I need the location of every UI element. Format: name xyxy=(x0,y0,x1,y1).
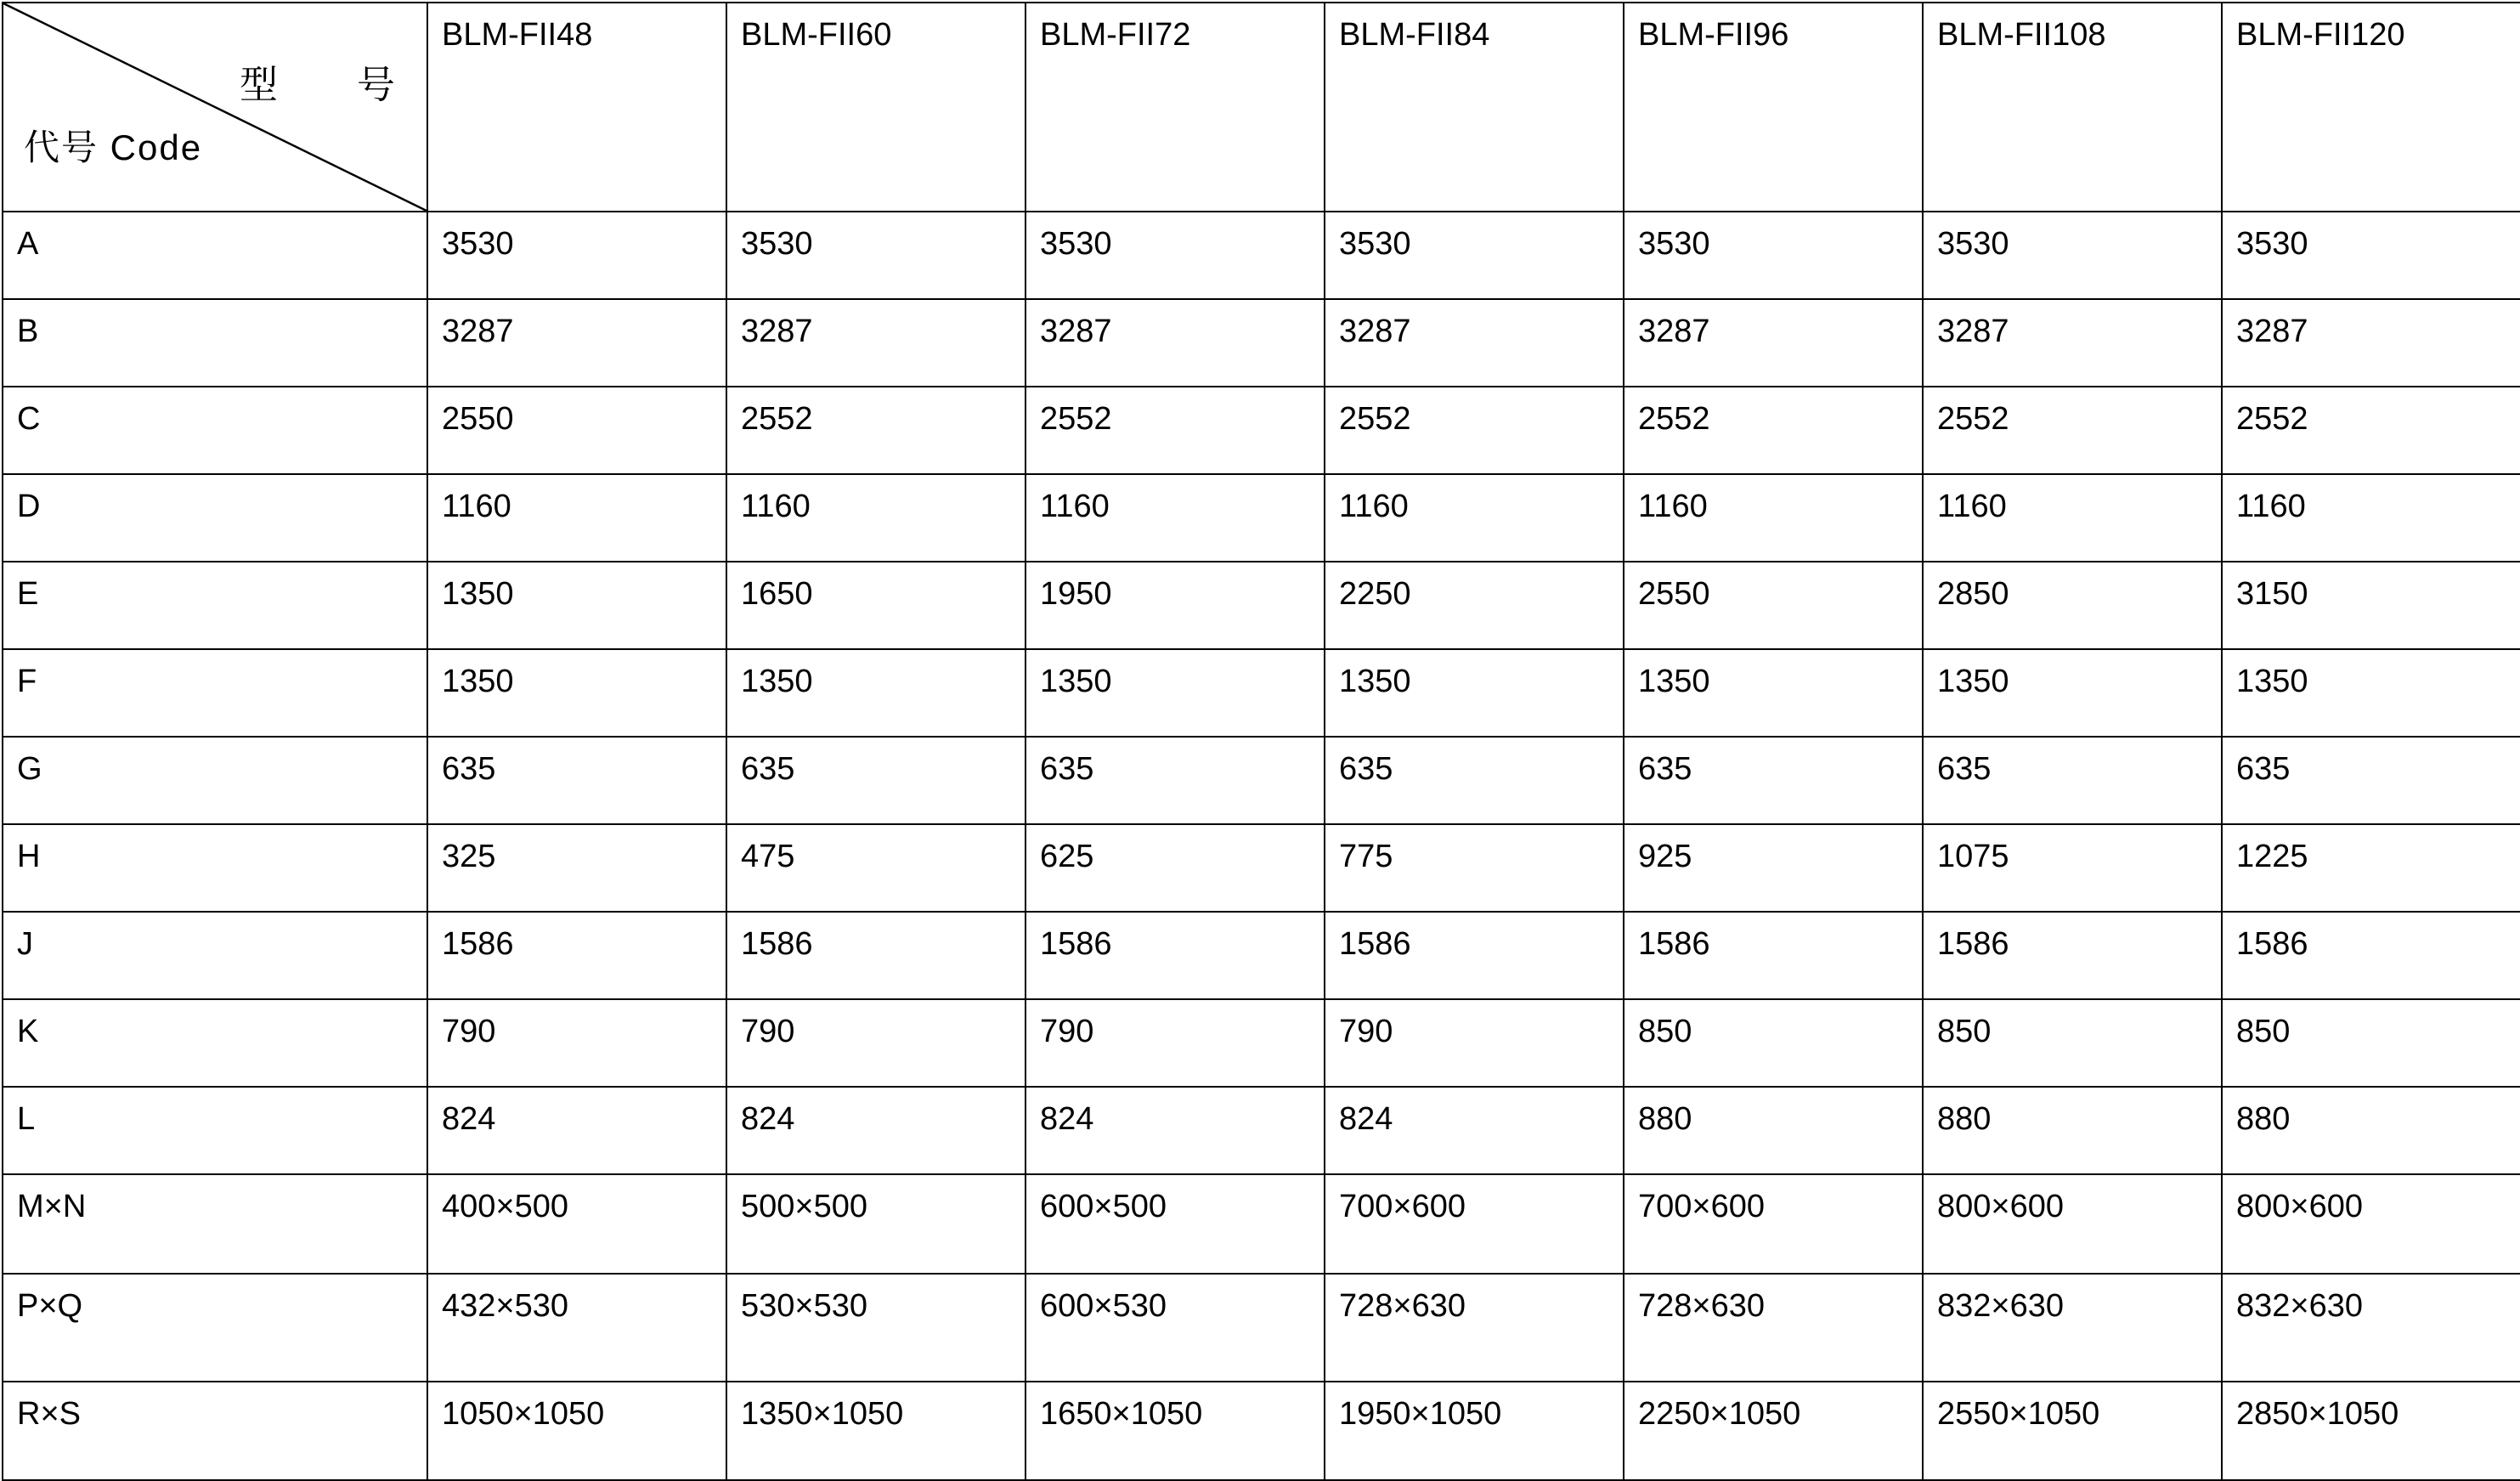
table-cell: 3530 xyxy=(726,212,1026,299)
row-code: A xyxy=(3,212,427,299)
column-header: BLM-FII120 xyxy=(2222,3,2520,212)
column-header: BLM-FII84 xyxy=(1325,3,1624,212)
table-cell: 1586 xyxy=(2222,912,2520,999)
table-cell: 1350 xyxy=(2222,649,2520,737)
table-cell: 635 xyxy=(1923,737,2222,824)
table-cell: 600×530 xyxy=(1026,1274,1325,1382)
table-cell: 1950×1050 xyxy=(1325,1382,1624,1480)
table-cell: 850 xyxy=(1624,999,1923,1087)
table-cell: 1586 xyxy=(1624,912,1923,999)
row-code: R×S xyxy=(3,1382,427,1480)
table-cell: 600×500 xyxy=(1026,1174,1325,1274)
table-cell: 1160 xyxy=(1923,474,2222,562)
table-cell: 3287 xyxy=(1923,299,2222,387)
table-cell: 1350 xyxy=(427,562,726,649)
table-cell: 2550 xyxy=(1624,562,1923,649)
table-cell: 1950 xyxy=(1026,562,1325,649)
table-cell: 1350×1050 xyxy=(726,1382,1026,1480)
table-cell: 1350 xyxy=(1923,649,2222,737)
table-cell: 1050×1050 xyxy=(427,1382,726,1480)
table-cell: 790 xyxy=(1026,999,1325,1087)
table-row xyxy=(3,824,2520,912)
table-cell: 824 xyxy=(1325,1087,1624,1174)
table-row xyxy=(3,1087,2520,1174)
row-code: L xyxy=(3,1087,427,1174)
table-cell: 1350 xyxy=(1026,649,1325,737)
table-cell: 475 xyxy=(726,824,1026,912)
row-code: K xyxy=(3,999,427,1087)
table-cell: 635 xyxy=(1624,737,1923,824)
table-cell: 775 xyxy=(1325,824,1624,912)
table-cell: 2552 xyxy=(1624,387,1923,474)
table-cell: 700×600 xyxy=(1624,1174,1923,1274)
table-cell: 824 xyxy=(427,1087,726,1174)
table-row xyxy=(3,474,2520,562)
table-row xyxy=(3,999,2520,1087)
row-code: P×Q xyxy=(3,1274,427,1382)
table-cell: 2552 xyxy=(1325,387,1624,474)
table-cell: 400×500 xyxy=(427,1174,726,1274)
row-code: F xyxy=(3,649,427,737)
table-cell: 3530 xyxy=(1923,212,2222,299)
table-cell: 1586 xyxy=(427,912,726,999)
table-cell: 2250 xyxy=(1325,562,1624,649)
column-header: BLM-FII108 xyxy=(1923,3,2222,212)
table-cell: 1586 xyxy=(1923,912,2222,999)
table-row xyxy=(3,912,2520,999)
table-cell: 635 xyxy=(1026,737,1325,824)
table-cell: 3530 xyxy=(2222,212,2520,299)
table-cell: 3530 xyxy=(1325,212,1624,299)
table-cell: 3287 xyxy=(1026,299,1325,387)
table-cell: 635 xyxy=(1325,737,1624,824)
table-cell: 2850 xyxy=(1923,562,2222,649)
table-cell: 790 xyxy=(427,999,726,1087)
corner-model-label: 型 号 xyxy=(240,63,416,106)
row-code: B xyxy=(3,299,427,387)
table-cell: 635 xyxy=(427,737,726,824)
table-row xyxy=(3,737,2520,824)
table-cell: 1160 xyxy=(1026,474,1325,562)
table-cell: 1650×1050 xyxy=(1026,1382,1325,1480)
table-cell: 3287 xyxy=(1325,299,1624,387)
table-cell: 1160 xyxy=(726,474,1026,562)
table-cell: 1160 xyxy=(2222,474,2520,562)
table-row xyxy=(3,212,2520,299)
table-cell: 3530 xyxy=(1624,212,1923,299)
table-cell: 832×630 xyxy=(2222,1274,2520,1382)
table-cell: 2850×1050 xyxy=(2222,1382,2520,1480)
table-cell: 925 xyxy=(1624,824,1923,912)
column-header: BLM-FII72 xyxy=(1026,3,1325,212)
diagonal-divider xyxy=(3,3,427,211)
table-cell: 1350 xyxy=(427,649,726,737)
corner-header-cell xyxy=(3,3,427,212)
table-cell: 880 xyxy=(1923,1087,2222,1174)
table-row xyxy=(3,1274,2520,1382)
table-cell: 728×630 xyxy=(1325,1274,1624,1382)
column-header: BLM-FII60 xyxy=(726,3,1026,212)
dimension-table xyxy=(2,2,2520,1481)
table-cell: 3530 xyxy=(1026,212,1325,299)
table-cell: 824 xyxy=(1026,1087,1325,1174)
table-cell: 3530 xyxy=(427,212,726,299)
table-cell: 1586 xyxy=(726,912,1026,999)
table-cell: 635 xyxy=(2222,737,2520,824)
table-cell: 3150 xyxy=(2222,562,2520,649)
column-header: BLM-FII48 xyxy=(427,3,726,212)
table-row xyxy=(3,387,2520,474)
row-code: C xyxy=(3,387,427,474)
table-cell: 3287 xyxy=(1624,299,1923,387)
table-row xyxy=(3,562,2520,649)
table-cell: 1160 xyxy=(1325,474,1624,562)
table-cell: 2552 xyxy=(1026,387,1325,474)
table-cell: 500×500 xyxy=(726,1174,1026,1274)
table-cell: 1160 xyxy=(1624,474,1923,562)
table-cell: 1350 xyxy=(1325,649,1624,737)
table-cell: 2550×1050 xyxy=(1923,1382,2222,1480)
row-code: H xyxy=(3,824,427,912)
table-cell: 2552 xyxy=(726,387,1026,474)
table-row xyxy=(3,1174,2520,1274)
table-cell: 3287 xyxy=(427,299,726,387)
table-cell: 2550 xyxy=(427,387,726,474)
row-code: M×N xyxy=(3,1174,427,1274)
row-code: D xyxy=(3,474,427,562)
table-cell: 832×630 xyxy=(1923,1274,2222,1382)
table-cell: 1160 xyxy=(427,474,726,562)
row-code: E xyxy=(3,562,427,649)
table-cell: 3287 xyxy=(726,299,1026,387)
spec-sheet xyxy=(0,2,2520,1479)
column-header: BLM-FII96 xyxy=(1624,3,1923,212)
table-cell: 824 xyxy=(726,1087,1026,1174)
table-row xyxy=(3,1382,2520,1480)
table-cell: 700×600 xyxy=(1325,1174,1624,1274)
table-cell: 1586 xyxy=(1325,912,1624,999)
header-row xyxy=(3,3,2520,212)
row-code: J xyxy=(3,912,427,999)
table-cell: 2552 xyxy=(1923,387,2222,474)
table-row xyxy=(3,299,2520,387)
table-cell: 728×630 xyxy=(1624,1274,1923,1382)
table-cell: 1586 xyxy=(1026,912,1325,999)
table-cell: 880 xyxy=(1624,1087,1923,1174)
corner-code-label: 代号 Code xyxy=(24,127,203,167)
table-cell: 790 xyxy=(1325,999,1624,1087)
table-row xyxy=(3,649,2520,737)
table-cell: 530×530 xyxy=(726,1274,1026,1382)
table-cell: 790 xyxy=(726,999,1026,1087)
table-cell: 325 xyxy=(427,824,726,912)
table-cell: 800×600 xyxy=(1923,1174,2222,1274)
table-cell: 2552 xyxy=(2222,387,2520,474)
table-cell: 635 xyxy=(726,737,1026,824)
table-cell: 1350 xyxy=(726,649,1026,737)
table-cell: 1075 xyxy=(1923,824,2222,912)
table-cell: 1350 xyxy=(1624,649,1923,737)
table-cell: 1650 xyxy=(726,562,1026,649)
table-cell: 625 xyxy=(1026,824,1325,912)
table-cell: 3287 xyxy=(2222,299,2520,387)
table-cell: 2250×1050 xyxy=(1624,1382,1923,1480)
table-cell: 880 xyxy=(2222,1087,2520,1174)
row-code: G xyxy=(3,737,427,824)
table-cell: 850 xyxy=(1923,999,2222,1087)
table-cell: 850 xyxy=(2222,999,2520,1087)
table-cell: 800×600 xyxy=(2222,1174,2520,1274)
table-cell: 432×530 xyxy=(427,1274,726,1382)
table-cell: 1225 xyxy=(2222,824,2520,912)
